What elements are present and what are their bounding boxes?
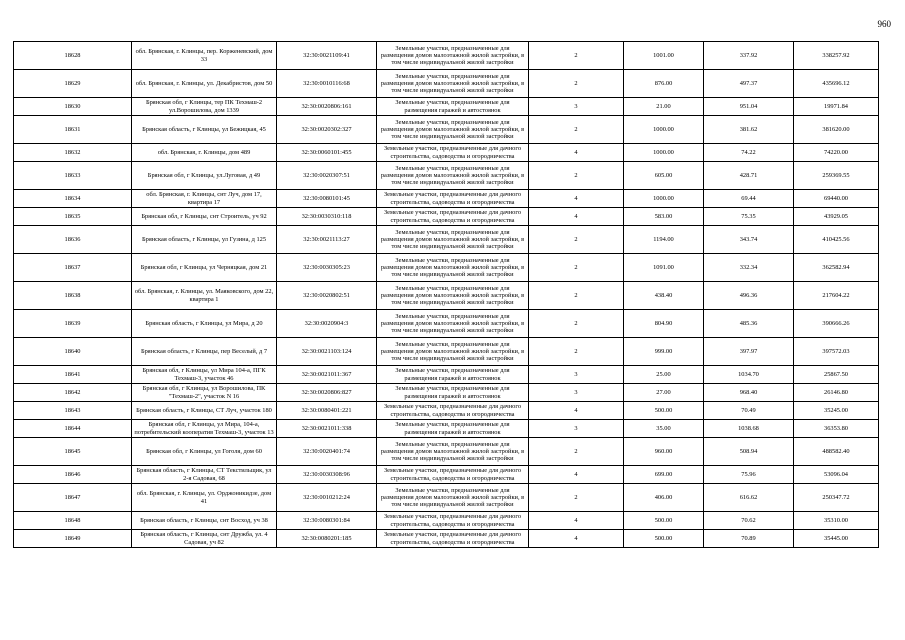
row-number-cell: 18645: [14, 438, 132, 466]
specific-value-cell: 70.89: [704, 530, 794, 548]
area-cell: 1194.00: [624, 226, 704, 254]
cadastral-number-cell: 32:30:0020806:827: [277, 384, 377, 402]
cadastral-value-cell: 53096.04: [794, 466, 879, 484]
purpose-group-cell: 3: [529, 420, 624, 438]
cadastral-value-cell: 43929.05: [794, 208, 879, 226]
specific-value-cell: 951.04: [704, 98, 794, 116]
purpose-group-cell: 2: [529, 42, 624, 70]
cadastral-number-cell: 32:30:0021011:338: [277, 420, 377, 438]
purpose-group-cell: 2: [529, 70, 624, 98]
address-cell: обл. Брянская, г. Клинцы, дом 489: [132, 144, 277, 162]
address-cell: обл. Брянская, г. Клинцы, пер. Корженевский, дом 33: [132, 42, 277, 70]
cadastral-number-cell: 32:30:0060101:455: [277, 144, 377, 162]
land-purpose-cell: Земельные участки, предназначенные для размещения домов малоэтажной жилой застройки, в том числе индивидуальной жилой застройки: [377, 70, 529, 98]
table-row: [14, 466, 879, 484]
table-row: [14, 208, 879, 226]
table-row: [14, 254, 879, 282]
cadastral-number-cell: 32:30:0010116:68: [277, 70, 377, 98]
address-cell: Брянская область, г Клинцы, пер Веселый, д 7: [132, 338, 277, 366]
row-number-cell: 18637: [14, 254, 132, 282]
row-number-cell: 18640: [14, 338, 132, 366]
address-cell: Брянская обл, г Клинцы, снт Строитель, уч 92: [132, 208, 277, 226]
land-purpose-cell: Земельные участки, предназначенные для размещения гаражей и автостоянок: [377, 366, 529, 384]
land-purpose-cell: Земельные участки, предназначенные для размещения домов малоэтажной жилой застройки, в том числе индивидуальной жилой застройки: [377, 162, 529, 190]
specific-value-cell: 337.92: [704, 42, 794, 70]
page-number: 960: [877, 19, 891, 29]
table-row: [14, 420, 879, 438]
address-cell: Брянская обл, г Клинцы, ул Гоголя, дом 60: [132, 438, 277, 466]
table-row: [14, 484, 879, 512]
cadastral-value-cell: 69440.00: [794, 190, 879, 208]
address-cell: Брянская область, г Клинцы, СТ Луч, участок 180: [132, 402, 277, 420]
table-row: [14, 366, 879, 384]
specific-value-cell: 343.74: [704, 226, 794, 254]
land-purpose-cell: Земельные участки, предназначенные для дачного строительства, садоводства и огородничества: [377, 190, 529, 208]
area-cell: 35.00: [624, 420, 704, 438]
cadastral-number-cell: 32:30:0021109:41: [277, 42, 377, 70]
table-row: [14, 310, 879, 338]
row-number-cell: 18630: [14, 98, 132, 116]
area-cell: 406.00: [624, 484, 704, 512]
cadastral-number-cell: 32:30:0020802:51: [277, 282, 377, 310]
land-purpose-cell: Земельные участки, предназначенные для размещения гаражей и автостоянок: [377, 98, 529, 116]
cadastral-number-cell: 32:30:0030308:96: [277, 466, 377, 484]
cadastral-value-cell: 36353.80: [794, 420, 879, 438]
area-cell: 960.00: [624, 438, 704, 466]
address-cell: Брянская область, г Клинцы, СТ Текстильщик, ул 2-я Садовая, 68: [132, 466, 277, 484]
land-purpose-cell: Земельные участки, предназначенные для размещения домов малоэтажной жилой застройки, в том числе индивидуальной жилой застройки: [377, 310, 529, 338]
row-number-cell: 18644: [14, 420, 132, 438]
specific-value-cell: 75.96: [704, 466, 794, 484]
cadastral-value-cell: 390666.26: [794, 310, 879, 338]
row-number-cell: 18635: [14, 208, 132, 226]
row-number-cell: 18649: [14, 530, 132, 548]
specific-value-cell: 70.49: [704, 402, 794, 420]
table-row: [14, 162, 879, 190]
area-cell: 876.00: [624, 70, 704, 98]
area-cell: 605.00: [624, 162, 704, 190]
cadastral-number-cell: 32:30:0020401:74: [277, 438, 377, 466]
table-row: [14, 438, 879, 466]
specific-value-cell: 496.36: [704, 282, 794, 310]
cadastral-value-cell: 397572.03: [794, 338, 879, 366]
cadastral-value-cell: 19971.84: [794, 98, 879, 116]
land-purpose-cell: Земельные участки, предназначенные для дачного строительства, садоводства и огородничества: [377, 402, 529, 420]
specific-value-cell: 332.34: [704, 254, 794, 282]
cadastral-number-cell: 32:30:0080201:185: [277, 530, 377, 548]
land-purpose-cell: Земельные участки, предназначенные для размещения гаражей и автостоянок: [377, 384, 529, 402]
cadastral-value-cell: 35445.00: [794, 530, 879, 548]
address-cell: Брянская обл, г Клинцы, тер ПК Техмаш-2 ул.Ворошилова, дом 1339: [132, 98, 277, 116]
address-cell: Брянская область, г Клинцы, ул Мира, д 20: [132, 310, 277, 338]
cadastral-number-cell: 32:30:0030310:118: [277, 208, 377, 226]
cadastral-value-cell: 362582.94: [794, 254, 879, 282]
table-row: [14, 512, 879, 530]
address-cell: Брянская обл, г Клинцы, ул Ворошилова, ПК "Техмаш-2", участок N 16: [132, 384, 277, 402]
land-purpose-cell: Земельные участки, предназначенные для дачного строительства, садоводства и огородничества: [377, 530, 529, 548]
cadastral-value-cell: 410425.56: [794, 226, 879, 254]
area-cell: 1000.00: [624, 116, 704, 144]
specific-value-cell: 485.36: [704, 310, 794, 338]
purpose-group-cell: 2: [529, 484, 624, 512]
specific-value-cell: 497.37: [704, 70, 794, 98]
table-row: [14, 530, 879, 548]
specific-value-cell: 381.62: [704, 116, 794, 144]
row-number-cell: 18631: [14, 116, 132, 144]
row-number-cell: 18629: [14, 70, 132, 98]
cadastral-number-cell: 32:30:0080401:221: [277, 402, 377, 420]
address-cell: Брянская обл, г Клинцы, ул Черняцкая, дом 21: [132, 254, 277, 282]
row-number-cell: 18647: [14, 484, 132, 512]
cadastral-value-cell: 381620.00: [794, 116, 879, 144]
land-purpose-cell: Земельные участки, предназначенные для размещения гаражей и автостоянок: [377, 420, 529, 438]
purpose-group-cell: 2: [529, 116, 624, 144]
row-number-cell: 18641: [14, 366, 132, 384]
specific-value-cell: 74.22: [704, 144, 794, 162]
purpose-group-cell: 3: [529, 384, 624, 402]
purpose-group-cell: 2: [529, 310, 624, 338]
cadastral-number-cell: 32:30:0020904:3: [277, 310, 377, 338]
table-row: [14, 226, 879, 254]
address-cell: Брянская область, г Клинцы, ул Бежицкая, 45: [132, 116, 277, 144]
cadastral-number-cell: 32:30:0020806:161: [277, 98, 377, 116]
purpose-group-cell: 4: [529, 190, 624, 208]
row-number-cell: 18646: [14, 466, 132, 484]
cadastral-value-table: [13, 41, 879, 548]
row-number-cell: 18633: [14, 162, 132, 190]
area-cell: 699.00: [624, 466, 704, 484]
cadastral-number-cell: 32:30:0021103:124: [277, 338, 377, 366]
address-cell: обл. Брянская, г. Клинцы, ул. Декабристов, дом 50: [132, 70, 277, 98]
address-cell: Брянская область, г Клинцы, ул Гузина, д 125: [132, 226, 277, 254]
purpose-group-cell: 2: [529, 254, 624, 282]
purpose-group-cell: 4: [529, 466, 624, 484]
table-row: [14, 116, 879, 144]
purpose-group-cell: 2: [529, 338, 624, 366]
specific-value-cell: 508.94: [704, 438, 794, 466]
address-cell: обл. Брянская, г. Клинцы, ул. Маяковского, дом 22, квартира 1: [132, 282, 277, 310]
purpose-group-cell: 4: [529, 208, 624, 226]
cadastral-number-cell: 32:30:0080101:45: [277, 190, 377, 208]
specific-value-cell: 1038.68: [704, 420, 794, 438]
specific-value-cell: 69.44: [704, 190, 794, 208]
area-cell: 438.40: [624, 282, 704, 310]
cadastral-value-cell: 488582.40: [794, 438, 879, 466]
row-number-cell: 18648: [14, 512, 132, 530]
specific-value-cell: 968.40: [704, 384, 794, 402]
purpose-group-cell: 2: [529, 438, 624, 466]
specific-value-cell: 397.97: [704, 338, 794, 366]
purpose-group-cell: 4: [529, 144, 624, 162]
area-cell: 1000.00: [624, 144, 704, 162]
area-cell: 1091.00: [624, 254, 704, 282]
area-cell: 583.00: [624, 208, 704, 226]
specific-value-cell: 75.35: [704, 208, 794, 226]
table-row: [14, 144, 879, 162]
cadastral-value-cell: 259369.55: [794, 162, 879, 190]
area-cell: 25.00: [624, 366, 704, 384]
land-purpose-cell: Земельные участки, предназначенные для размещения домов малоэтажной жилой застройки, в том числе индивидуальной жилой застройки: [377, 282, 529, 310]
cadastral-value-cell: 35310.00: [794, 512, 879, 530]
area-cell: 804.90: [624, 310, 704, 338]
cadastral-number-cell: 32:30:0030305:23: [277, 254, 377, 282]
land-purpose-cell: Земельные участки, предназначенные для размещения домов малоэтажной жилой застройки, в том числе индивидуальной жилой застройки: [377, 226, 529, 254]
address-cell: обл. Брянская, г. Клинцы, снт Луч, дом 17, квартира 17: [132, 190, 277, 208]
address-cell: Брянская обл, г Клинцы, ул Мира 104-а, ПГК Техмаш-3, участок 46: [132, 366, 277, 384]
area-cell: 1001.00: [624, 42, 704, 70]
purpose-group-cell: 3: [529, 366, 624, 384]
area-cell: 21.00: [624, 98, 704, 116]
area-cell: 500.00: [624, 530, 704, 548]
land-purpose-cell: Земельные участки, предназначенные для размещения домов малоэтажной жилой застройки, в том числе индивидуальной жилой застройки: [377, 42, 529, 70]
cadastral-value-cell: 26146.80: [794, 384, 879, 402]
row-number-cell: 18632: [14, 144, 132, 162]
purpose-group-cell: 4: [529, 402, 624, 420]
purpose-group-cell: 4: [529, 512, 624, 530]
table-row: [14, 42, 879, 70]
cadastral-number-cell: 32:30:0021113:27: [277, 226, 377, 254]
specific-value-cell: 1034.70: [704, 366, 794, 384]
row-number-cell: 18636: [14, 226, 132, 254]
row-number-cell: 18643: [14, 402, 132, 420]
row-number-cell: 18628: [14, 42, 132, 70]
specific-value-cell: 428.71: [704, 162, 794, 190]
purpose-group-cell: 2: [529, 162, 624, 190]
cadastral-number-cell: 32:30:0010212:24: [277, 484, 377, 512]
table-row: [14, 402, 879, 420]
address-cell: обл. Брянская, г. Клинцы, ул. Орджоникидзе, дом 41: [132, 484, 277, 512]
table-row: [14, 190, 879, 208]
land-purpose-cell: Земельные участки, предназначенные для размещения домов малоэтажной жилой застройки, в том числе индивидуальной жилой застройки: [377, 116, 529, 144]
table-body: [14, 42, 879, 548]
address-cell: Брянская область, г Клинцы, снт Восход, уч 38: [132, 512, 277, 530]
cadastral-value-cell: 217604.22: [794, 282, 879, 310]
cadastral-number-cell: 32:30:0021011:367: [277, 366, 377, 384]
land-purpose-cell: Земельные участки, предназначенные для дачного строительства, садоводства и огородничества: [377, 208, 529, 226]
cadastral-number-cell: 32:30:0080301:84: [277, 512, 377, 530]
land-purpose-cell: Земельные участки, предназначенные для размещения домов малоэтажной жилой застройки, в том числе индивидуальной жилой застройки: [377, 484, 529, 512]
area-cell: 500.00: [624, 512, 704, 530]
land-purpose-cell: Земельные участки, предназначенные для размещения домов малоэтажной жилой застройки, в том числе индивидуальной жилой застройки: [377, 254, 529, 282]
purpose-group-cell: 2: [529, 282, 624, 310]
land-purpose-cell: Земельные участки, предназначенные для размещения домов малоэтажной жилой застройки, в том числе индивидуальной жилой застройки: [377, 438, 529, 466]
cadastral-value-cell: 338257.92: [794, 42, 879, 70]
specific-value-cell: 70.62: [704, 512, 794, 530]
address-cell: Брянская область, г Клинцы, снт Дружба, ул. 4 Садовая, уч 82: [132, 530, 277, 548]
table-row: [14, 338, 879, 366]
cadastral-value-cell: 250347.72: [794, 484, 879, 512]
area-cell: 999.00: [624, 338, 704, 366]
cadastral-value-cell: 74220.00: [794, 144, 879, 162]
purpose-group-cell: 2: [529, 226, 624, 254]
table-row: [14, 70, 879, 98]
address-cell: Брянская обл, г Клинцы, ул Мира, 104-а, потребительский кооператив Техмаш-3, участок 13: [132, 420, 277, 438]
specific-value-cell: 616.62: [704, 484, 794, 512]
address-cell: Брянская обл, г Клинцы, ул.Луговая, д 49: [132, 162, 277, 190]
table-row: [14, 98, 879, 116]
cadastral-value-cell: 35245.00: [794, 402, 879, 420]
land-purpose-cell: Земельные участки, предназначенные для дачного строительства, садоводства и огородничества: [377, 512, 529, 530]
table-row: [14, 282, 879, 310]
table-row: [14, 384, 879, 402]
land-purpose-cell: Земельные участки, предназначенные для дачного строительства, садоводства и огородничества: [377, 144, 529, 162]
area-cell: 27.00: [624, 384, 704, 402]
row-number-cell: 18639: [14, 310, 132, 338]
cadastral-number-cell: 32:30:0020302:327: [277, 116, 377, 144]
cadastral-value-cell: 435696.12: [794, 70, 879, 98]
area-cell: 1000.00: [624, 190, 704, 208]
area-cell: 500.00: [624, 402, 704, 420]
purpose-group-cell: 4: [529, 530, 624, 548]
purpose-group-cell: 3: [529, 98, 624, 116]
land-purpose-cell: Земельные участки, предназначенные для дачного строительства, садоводства и огородничества: [377, 466, 529, 484]
land-purpose-cell: Земельные участки, предназначенные для размещения домов малоэтажной жилой застройки, в том числе индивидуальной жилой застройки: [377, 338, 529, 366]
row-number-cell: 18638: [14, 282, 132, 310]
row-number-cell: 18634: [14, 190, 132, 208]
row-number-cell: 18642: [14, 384, 132, 402]
cadastral-value-cell: 25867.50: [794, 366, 879, 384]
cadastral-number-cell: 32:30:0020307:51: [277, 162, 377, 190]
